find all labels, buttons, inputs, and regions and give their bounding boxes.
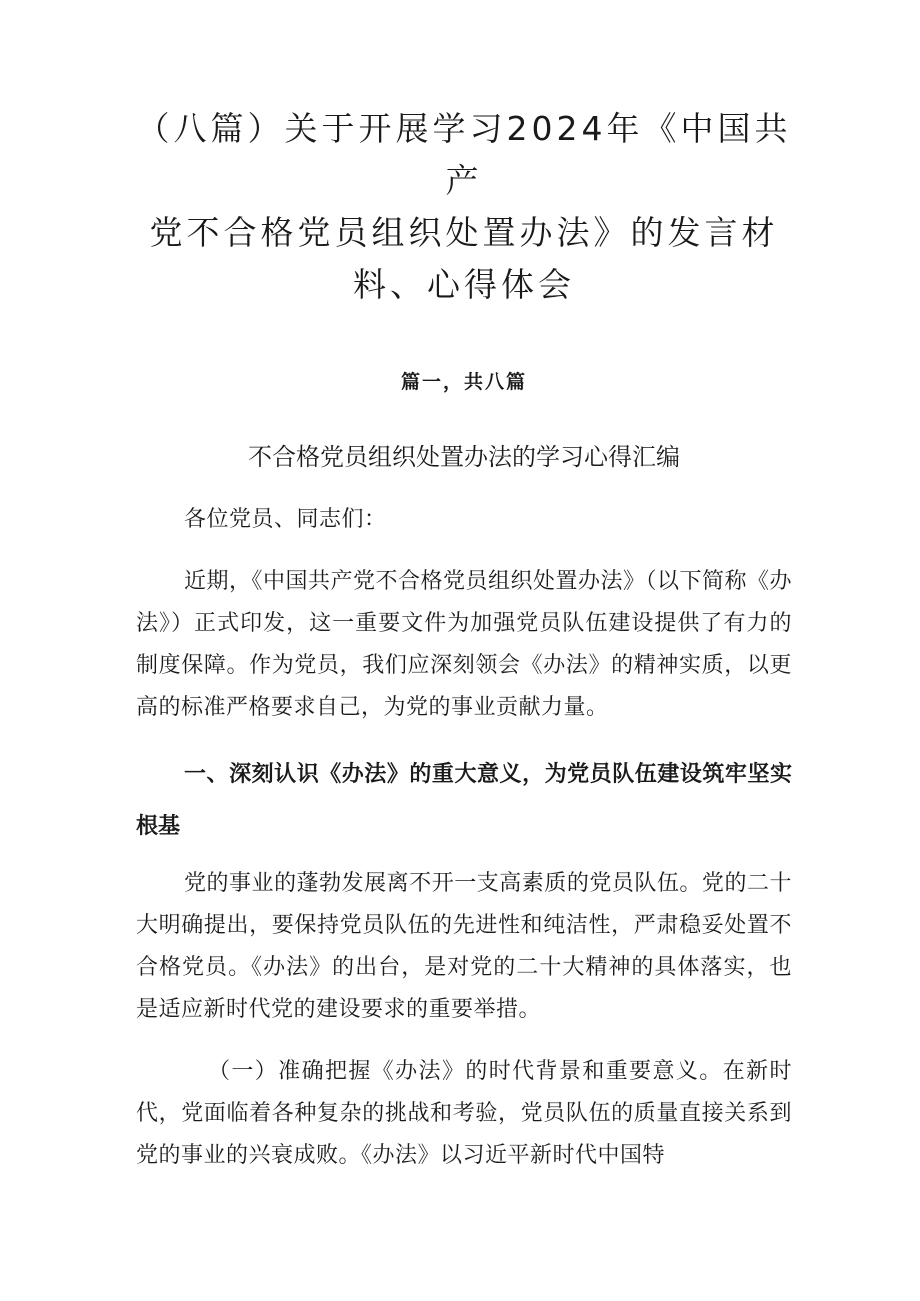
heading-section-1: 一、深刻认识《办法》的重大意义，为党员队伍建设筑牢坚实根基: [136, 762, 792, 839]
greeting: 各位党员、同志们：: [184, 507, 387, 532]
paragraph-body-2: （一）准确把握《办法》的时代背景和重要意义。在新时代，党面临着各种复杂的挑战和考验，党员队伍的质量直接关系到党的事业的兴衰成败。《办法》以习近平新时代中国特: [136, 1059, 792, 1168]
paragraph-body-1: 党的事业的蓬勃发展离不开一支高素质的党员队伍。党的二十大明确提出，要保持党员队伍的先进性和纯洁性，严肃稳妥处置不合格党员。《办法》的出台，是对党的二十大精神的具体落实，也是适应新时代党的建设要求的重要举措。: [136, 871, 792, 1022]
title-line-1: （八篇）关于开展学习2024年《中国共产: [136, 109, 792, 200]
title-line-2: 党不合格党员组织处置办法》的发言材: [149, 213, 779, 252]
document-title: [136, 103, 792, 311]
title-line-3: 料、心得体会: [353, 265, 575, 304]
part-label: 篇一，共八篇: [400, 371, 527, 393]
paragraph-intro: 近期，《中国共产党不合格党员组织处置办法》（以下简称《办法》）正式印发，这一重要文件为加强党员队伍建设提供了有力的制度保障。作为党员，我们应深刻领会《办法》的精神实质，以更高的标准严格要求自己，为党的事业贡献力量。: [136, 569, 793, 720]
section-subtitle: 不合格党员组织处置办法的学习心得汇编: [248, 443, 680, 471]
